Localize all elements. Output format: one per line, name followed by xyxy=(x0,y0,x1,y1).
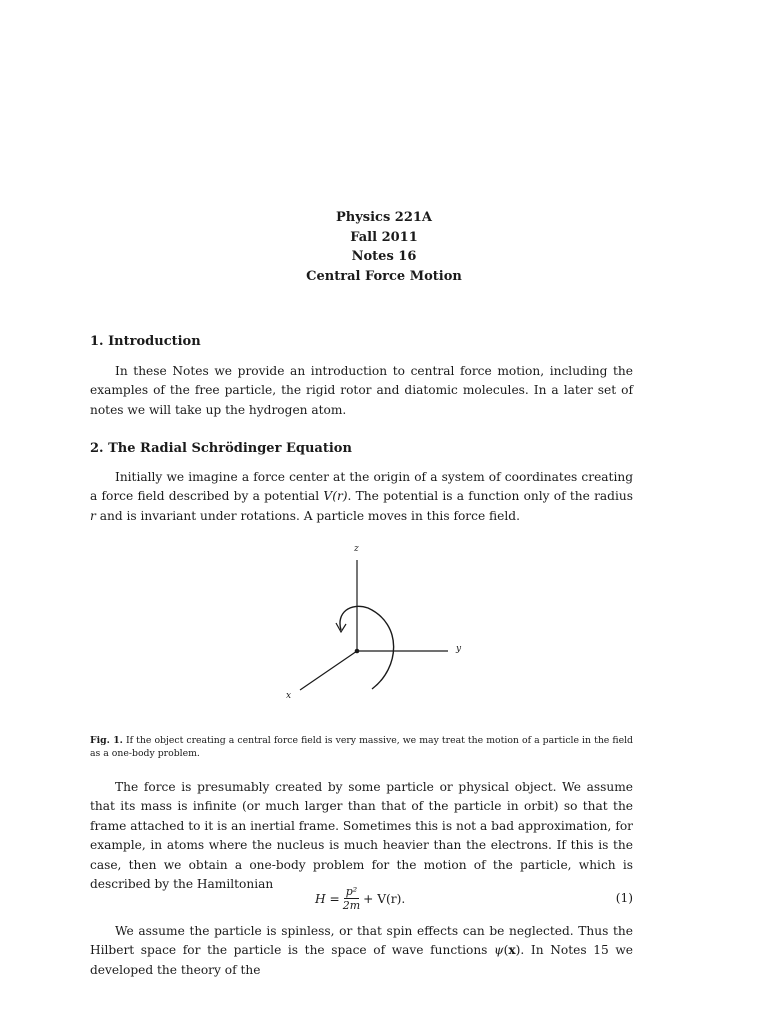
text-run: and is invariant under rotations. A particle moves in this force field. xyxy=(95,508,520,523)
course-title: Physics 221A xyxy=(335,210,433,225)
text-run: . In Notes 15 we developed the theory of the xyxy=(90,943,633,977)
equation-1 xyxy=(90,880,633,914)
section-1-paragraph: In these Notes we provide an introduction to central force motion, including the examples of the free particle, the rigid rotor and diatomic molecules. In a later set of notes we will take up the hydrogen atom. xyxy=(90,364,633,417)
z-axis-label: z xyxy=(354,544,359,554)
momentum-fraction xyxy=(343,886,360,912)
fraction-numerator: p² xyxy=(345,885,358,898)
potential-symbol: V(r) xyxy=(323,489,348,504)
section-2-paragraph-3: We assume the particle is spinless, or that spin effects can be neglected. Thus the Hilbert space for the particle is the space of wave functions ψ(x). In Notes 15 we developed the theory of the xyxy=(90,924,633,977)
section-2-heading: 2. The Radial Schrödinger Equation xyxy=(90,441,352,456)
equation-content xyxy=(315,886,405,912)
origin-point xyxy=(355,649,360,654)
title-block xyxy=(0,208,768,286)
text-run: We assume the particle is spinless, or that spin effects can be neglected. Thus the Hilbert space for the particle is the space of wave functions xyxy=(90,924,633,958)
equation-rhs: + V(r). xyxy=(363,892,406,906)
section-2-paragraph-2: The force is presumably created by some particle or physical object. We assume that its mass is infinite (or much larger than that of the particle in orbit) so that the frame attached to it is an inertial frame. Sometimes this is not a bad approximation, for example, in atoms where the nucleus is much heavier than the electrons. If this is the case, then we obtain a one-body problem for the motion of the particle, which is described by the Hamiltonian xyxy=(90,780,633,892)
notes-number: Notes 16 xyxy=(351,249,417,264)
term-title: Fall 2011 xyxy=(350,229,418,245)
text-run: . The potential is a function only of the radius xyxy=(347,489,633,504)
fraction-denominator: 2m xyxy=(342,899,361,912)
x-axis xyxy=(300,651,357,690)
text-run: Initially we imagine a force center at the origin of a system of coordinates creating a force field described by a potential xyxy=(90,470,633,504)
y-axis-label: y xyxy=(456,644,462,654)
figure-1-caption xyxy=(90,734,633,760)
section-1-heading: 1. Introduction xyxy=(90,334,201,349)
position-vector-symbol: x xyxy=(508,943,516,958)
figure-label: Fig. 1. xyxy=(90,735,123,746)
topic-title: Central Force Motion xyxy=(306,268,462,284)
caption-text: If the object creating a central force field is very massive, we may treat the motion of a particle in the field as a one-body problem. xyxy=(90,735,633,759)
radius-symbol: r xyxy=(90,508,96,523)
x-axis-label: x xyxy=(286,691,292,701)
equation-lhs: H = xyxy=(315,892,340,906)
coordinate-diagram xyxy=(270,538,490,708)
figure-1 xyxy=(270,538,490,708)
wavefunction-symbol: ψ xyxy=(494,943,504,958)
equation-number: (1) xyxy=(615,891,633,905)
orbit-path xyxy=(340,606,394,689)
section-2-paragraph-1 xyxy=(90,468,633,526)
